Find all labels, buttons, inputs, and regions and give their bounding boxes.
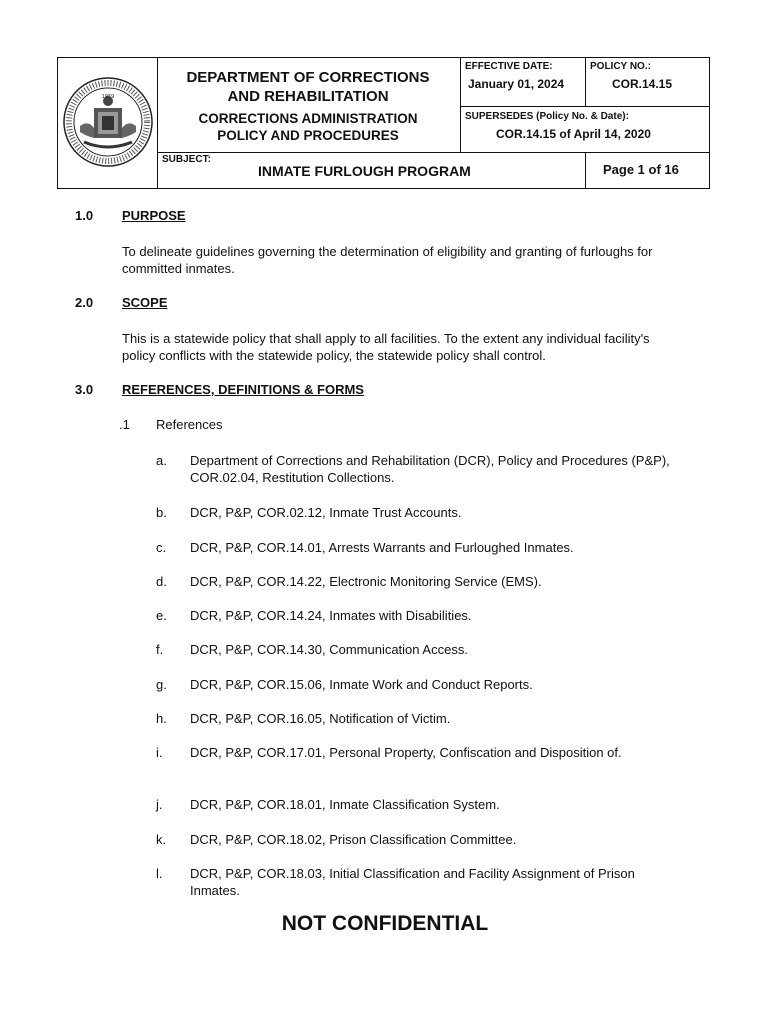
- header-divider: [585, 58, 586, 106]
- reference-item: i. DCR, P&P, COR.17.01, Personal Property, Confiscation and Disposition of.: [156, 745, 622, 760]
- reference-item: c. DCR, P&P, COR.14.01, Arrests Warrants and Furloughed Inmates.: [156, 540, 574, 555]
- section-title: SCOPE: [122, 295, 168, 310]
- page-number: Page 1 of 16: [603, 162, 679, 177]
- reference-item: k. DCR, P&P, COR.18.02, Prison Classification Committee.: [156, 832, 517, 847]
- effective-date-label: EFFECTIVE DATE:: [465, 61, 553, 72]
- policy-number-label: POLICY NO.:: [590, 61, 651, 72]
- reference-item: f. DCR, P&P, COR.14.30, Communication Access.: [156, 642, 468, 657]
- subsection-title: References: [156, 417, 223, 432]
- header-divider: [585, 152, 586, 188]
- reference-item: b. DCR, P&P, COR.02.12, Inmate Trust Accounts.: [156, 505, 462, 520]
- section-purpose-heading: [75, 208, 186, 223]
- section-references-heading: [75, 382, 364, 397]
- confidentiality-footer: NOT CONFIDENTIAL: [281, 912, 489, 935]
- reference-item: d. DCR, P&P, COR.14.22, Electronic Monitoring Service (EMS).: [156, 574, 542, 589]
- administration-title: CORRECTIONS ADMINISTRATION POLICY AND PROCEDURES: [198, 111, 418, 143]
- subsection-number: .1: [119, 417, 130, 432]
- header-divider: [460, 106, 709, 107]
- reference-item: l. DCR, P&P, COR.18.03, Initial Classification and Facility Assignment of Prison Inmates.: [156, 866, 635, 898]
- section-title: REFERENCES, DEFINITIONS & FORMS: [122, 382, 364, 397]
- scope-paragraph: This is a statewide policy that shall apply to all facilities. To the extent any individual facility's policy conflicts with the statewide policy, the statewide policy shall control.: [122, 331, 650, 363]
- section-number: 2.0: [75, 295, 94, 310]
- section-scope-heading: [75, 295, 168, 310]
- reference-item: h. DCR, P&P, COR.16.05, Notification of Victim.: [156, 711, 451, 726]
- reference-item: g. DCR, P&P, COR.15.06, Inmate Work and Conduct Reports.: [156, 677, 533, 692]
- references-subheading: [119, 417, 222, 432]
- reference-item: a. Department of Corrections and Rehabilitation (DCR), Policy and Procedures (P&P), COR.02.04, Restitution Collections.: [156, 453, 670, 485]
- subject-label: SUBJECT:: [162, 154, 211, 165]
- supersedes-label: SUPERSEDES (Policy No. & Date):: [465, 111, 629, 122]
- reference-item: e. DCR, P&P, COR.14.24, Inmates with Disabilities.: [156, 608, 472, 623]
- purpose-paragraph: To delineate guidelines governing the determination of eligibility and granting of furloughs for committed inmates.: [122, 244, 653, 276]
- department-name: DEPARTMENT OF CORRECTIONS AND REHABILITATION: [186, 69, 430, 105]
- section-title: PURPOSE: [122, 208, 186, 223]
- svg-text:1959: 1959: [101, 94, 115, 100]
- header-divider: [460, 58, 461, 152]
- policy-number-value: COR.14.15: [612, 77, 673, 91]
- reference-item: j. DCR, P&P, COR.18.01, Inmate Classification System.: [156, 797, 500, 812]
- policy-header: [57, 57, 710, 189]
- supersedes-value: COR.14.15 of April 14, 2020: [496, 127, 651, 141]
- section-number: 3.0: [75, 382, 94, 397]
- effective-date-value: January 01, 2024: [468, 77, 565, 91]
- state-seal-icon: [62, 76, 154, 168]
- section-number: 1.0: [75, 208, 94, 223]
- header-divider: [157, 152, 709, 153]
- subject-title: INMATE FURLOUGH PROGRAM: [258, 163, 471, 179]
